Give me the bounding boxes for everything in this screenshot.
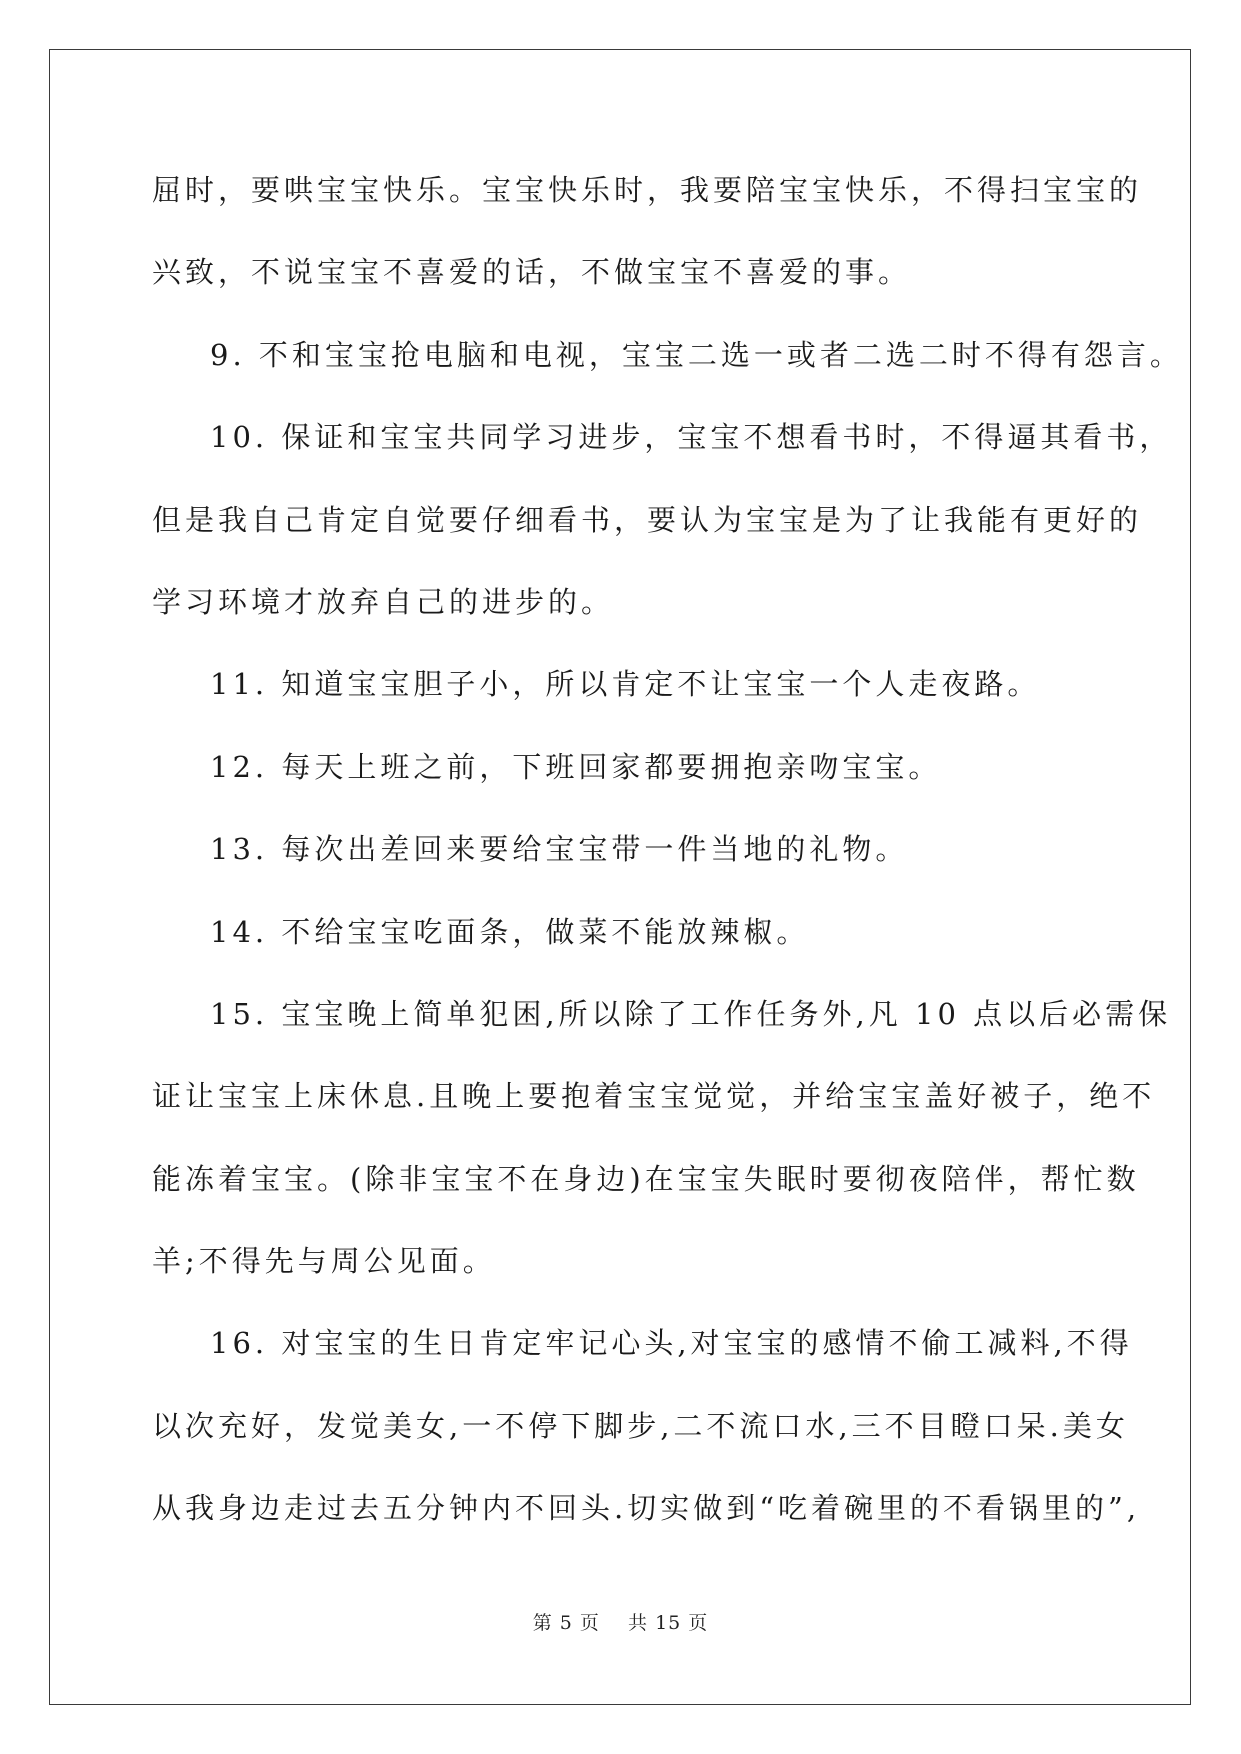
text-line: 能冻着宝宝。(除非宝宝不在身边)在宝宝失眠时要彻夜陪伴，帮忙数 xyxy=(152,1161,1140,1196)
document-body xyxy=(152,160,1183,1561)
list-item-15: 15. 宝宝晚上简单犯困,所以除了工作任务外,凡 10 点以后必需保 xyxy=(210,996,1172,1031)
text-line: 以次充好，发觉美女,一不停下脚步,二不流口水,三不目瞪口呆.美女 xyxy=(152,1408,1129,1443)
list-item-14: 14. 不给宝宝吃面条，做菜不能放辣椒。 xyxy=(210,914,810,949)
list-item-12: 12. 每天上班之前，下班回家都要拥抱亲吻宝宝。 xyxy=(210,749,942,784)
text-line: 证让宝宝上床休息.且晚上要抱着宝宝觉觉，并给宝宝盖好被子，绝不 xyxy=(152,1079,1156,1114)
text-line: 学习环境才放弃自己的进步的。 xyxy=(152,584,615,619)
list-item-9: 9. 不和宝宝抢电脑和电视，宝宝二选一或者二选二时不得有怨言。 xyxy=(210,337,1183,372)
page-number: 第 5 页 xyxy=(532,1612,600,1634)
text-line: 羊;不得先与周公见面。 xyxy=(152,1244,496,1279)
text-line: 屈时，要哄宝宝快乐。宝宝快乐时，我要陪宝宝快乐，不得扫宝宝的 xyxy=(152,173,1143,207)
text-line: 从我身边走过去五分钟内不回头.切实做到“吃着碗里的不看锅里的”, xyxy=(152,1491,1141,1526)
list-item-10: 10. 保证和宝宝共同学习进步，宝宝不想看书时，不得逼其看书， xyxy=(210,420,1173,455)
text-line: 兴致，不说宝宝不喜爱的话，不做宝宝不喜爱的事。 xyxy=(152,255,912,290)
page-total: 共 15 页 xyxy=(628,1612,709,1634)
page-footer xyxy=(0,1608,1241,1635)
list-item-11: 11. 知道宝宝胆子小，所以肯定不让宝宝一个人走夜路。 xyxy=(210,667,1041,702)
list-item-13: 13. 每次出差回来要给宝宝带一件当地的礼物。 xyxy=(210,832,909,867)
list-item-16: 16. 对宝宝的生日肯定牢记心头,对宝宝的感情不偷工减料,不得 xyxy=(210,1326,1133,1361)
text-line: 但是我自己肯定自觉要仔细看书，要认为宝宝是为了让我能有更好的 xyxy=(152,502,1143,537)
